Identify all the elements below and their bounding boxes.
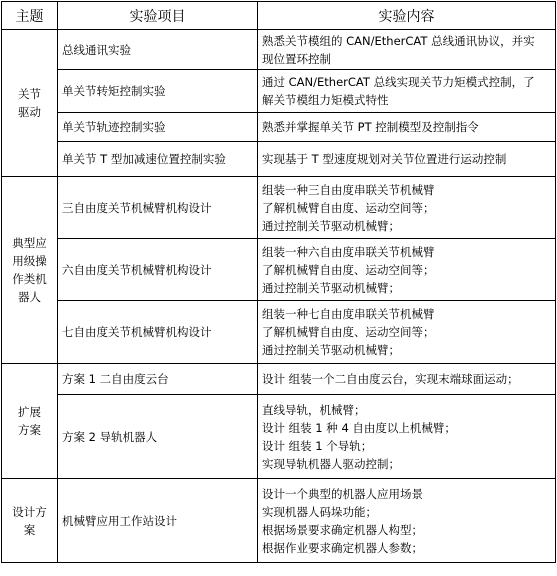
content-cell [258, 301, 556, 364]
content-line: 通过控制关节驱动机械臂； [262, 218, 400, 233]
experiment-table [1, 1, 556, 563]
topic-line: 方案 [18, 423, 41, 437]
topic-line: 关节 [18, 87, 41, 101]
topic-line: 典型应 [12, 236, 47, 250]
content-cell [258, 239, 556, 301]
item-cell: 单关节转矩控制实验 [58, 70, 258, 113]
content-cell [258, 142, 556, 177]
item-cell: 总线通讯实验 [58, 30, 258, 70]
table-row [2, 395, 556, 479]
topic-line: 作类机 [12, 272, 47, 286]
header-content: 实验内容 [258, 2, 556, 30]
content-line: 设计一个典型的机器人应用场景 [262, 486, 423, 501]
content-line: 实现导轨机器人驱动控制； [262, 456, 400, 471]
content-cell [258, 395, 556, 479]
item-cell: 单关节 T 型加减速位置控制实验 [58, 142, 258, 177]
topic-cell [2, 479, 58, 563]
content-line: 组装一种七自由度串联关节机械臂 [262, 307, 435, 321]
content-line: 熟悉关节模组的 CAN/EtherCAT 总线通讯协议，并实 [262, 33, 535, 48]
content-line: 现位置环控制 [262, 51, 331, 66]
table-row [2, 364, 556, 395]
content-line: 根据作业要求确定机器人参数； [262, 540, 423, 555]
content-line: 设计 组装一个二自由度云台，实现末端球面运动； [262, 372, 519, 386]
content-line: 解关节模组力矩模式特性 [262, 93, 389, 107]
topic-cell [2, 30, 58, 177]
content-line: 了解机械臂自由度、运动空间等； [262, 325, 435, 339]
item-cell: 方案 1 二自由度云台 [58, 364, 258, 395]
header-row [2, 2, 556, 30]
content-line: 根据场景要求确定机器人构型； [262, 522, 423, 537]
content-line: 了解机械臂自由度、运动空间等； [262, 200, 435, 215]
content-line: 通过 CAN/EtherCAT 总线实现关节力矩模式控制，了 [262, 75, 535, 89]
item-cell: 单关节轨迹控制实验 [58, 113, 258, 142]
header-item: 实验项目 [58, 2, 258, 30]
topic-line: 驱动 [18, 105, 41, 119]
content-line: 直线导轨，机械臂； [262, 402, 366, 417]
topic-line: 用级操 [12, 254, 47, 268]
table-row [2, 239, 556, 301]
content-line: 组装一种六自由度串联关节机械臂 [262, 244, 435, 259]
content-cell [258, 30, 556, 70]
content-cell [258, 177, 556, 239]
content-line: 通过控制关节驱动机械臂； [262, 343, 400, 357]
content-cell [258, 479, 556, 563]
item-cell: 方案 2 导轨机器人 [58, 395, 258, 479]
content-line: 设计 组装 1 个导轨； [262, 438, 373, 453]
content-cell [258, 70, 556, 113]
table-row [2, 30, 556, 70]
content-line: 实现机器人码垛功能； [262, 504, 377, 519]
item-cell: 六自由度关节机械臂机构设计 [58, 239, 258, 301]
item-cell: 三自由度关节机械臂机构设计 [58, 177, 258, 239]
item-cell: 机械臂应用工作站设计 [58, 479, 258, 563]
content-line: 通过控制关节驱动机械臂； [262, 280, 400, 295]
table-row [2, 177, 556, 239]
content-line: 了解机械臂自由度、运动空间等； [262, 262, 435, 277]
table-row [2, 113, 556, 142]
header-topic: 主题 [2, 2, 58, 30]
content-cell [258, 364, 556, 395]
content-line: 设计 组装 1 种 4 自由度以上机械臂； [262, 420, 456, 435]
content-line: 组装一种三自由度串联关节机械臂 [262, 182, 435, 197]
table-row [2, 301, 556, 364]
table-row [2, 479, 556, 563]
content-cell [258, 113, 556, 142]
content-line: 熟悉并掌握单关节 PT 控制模型及控制指令 [262, 120, 479, 134]
topic-cell [2, 364, 58, 479]
topic-cell [2, 177, 58, 364]
topic-line: 案 [23, 522, 36, 537]
content-line: 实现基于 T 型速度规划对关节位置进行运动控制 [262, 152, 507, 166]
item-cell: 七自由度关节机械臂机构设计 [58, 301, 258, 364]
table-row [2, 70, 556, 113]
topic-line: 扩展 [18, 405, 41, 419]
topic-line: 设计方 [12, 504, 47, 519]
topic-line: 器人 [18, 290, 41, 304]
table-row [2, 142, 556, 177]
